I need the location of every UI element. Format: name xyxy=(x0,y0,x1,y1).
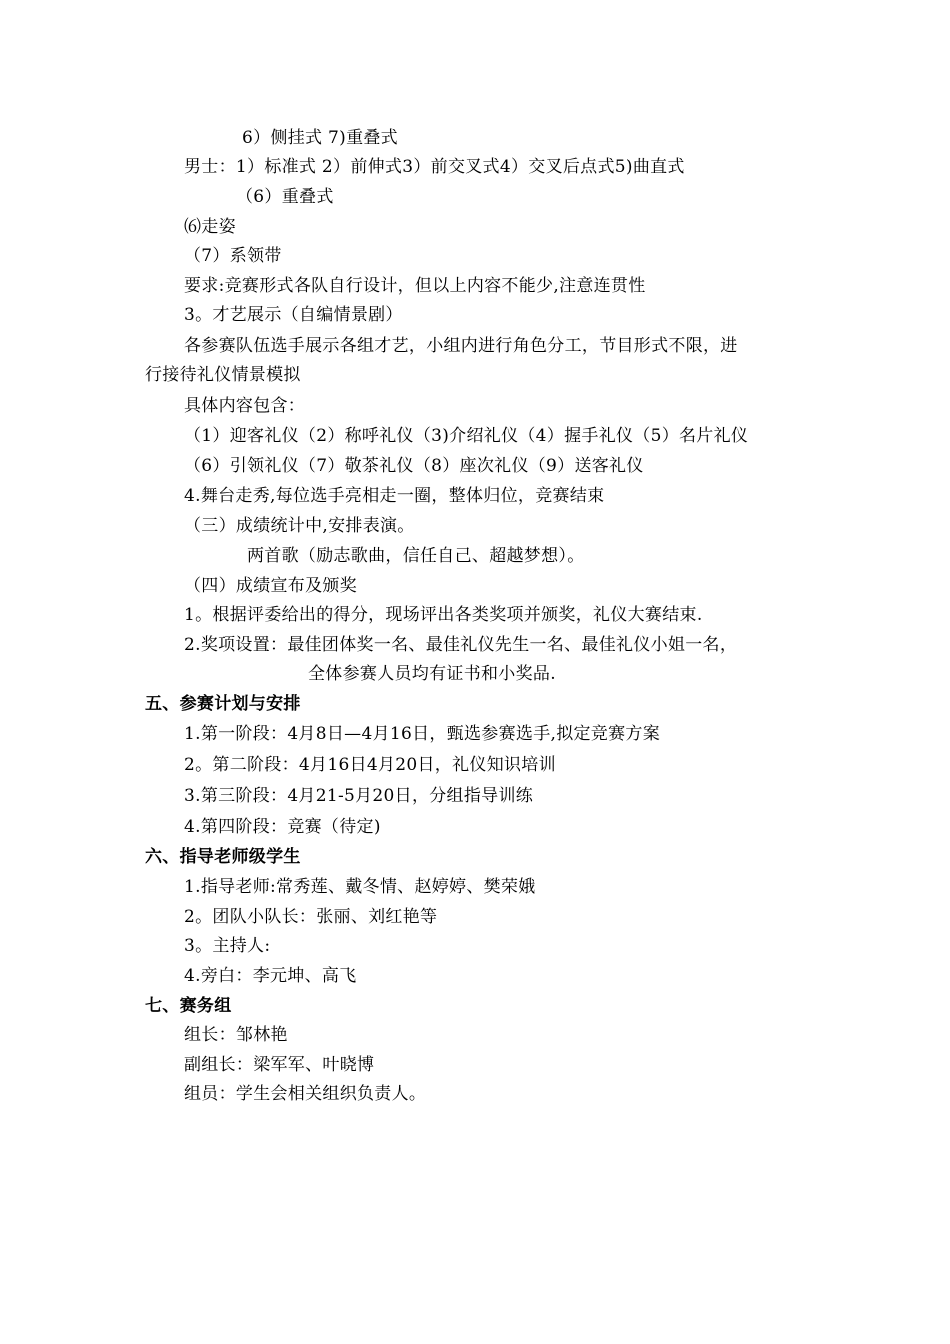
text-line: ⑹走姿 xyxy=(184,217,236,237)
text-line: 3.第三阶段：4月21-5月20日，分组指导训练 xyxy=(184,786,534,806)
section-heading: 六、指导老师级学生 xyxy=(145,847,301,867)
text-line: （四）成绩宣布及颁奖 xyxy=(184,576,357,596)
text-line: 2。团队小队长：张丽、刘红艳等 xyxy=(184,907,438,927)
text-line: 两首歌（励志歌曲，信任自己、超越梦想）。 xyxy=(247,546,585,566)
text-line: 1。根据评委给出的得分，现场评出各类奖项并颁奖，礼仪大赛结束. xyxy=(184,605,703,625)
text-line: 男士：1）标准式 2）前伸式3）前交叉式4）交叉后点式5)曲直式 xyxy=(184,157,685,177)
text-line: 4.旁白：李元坤、高飞 xyxy=(184,966,357,986)
text-line: 3。才艺展示（自编情景剧） xyxy=(184,305,403,325)
text-line: 具体内容包含： xyxy=(184,396,306,416)
section-heading: 七、赛务组 xyxy=(145,996,232,1016)
text-line: 组长：邹林艳 xyxy=(184,1025,288,1045)
text-line: 各参赛队伍选手展示各组才艺，小组内进行角色分工，节目形式不限，进 xyxy=(184,336,738,356)
text-line: 6）侧挂式 7)重叠式 xyxy=(242,128,398,148)
text-line: 4.舞台走秀,每位选手亮相走一圈，整体归位，竞赛结束 xyxy=(184,486,605,506)
text-line: 副组长：梁军军、叶晓博 xyxy=(184,1055,375,1075)
text-line: （6）引领礼仪（7）敬茶礼仪（8）座次礼仪（9）送客礼仪 xyxy=(184,456,644,476)
text-line: （6）重叠式 xyxy=(236,187,334,207)
text-line: 1.指导老师:常秀莲、戴冬情、赵婷婷、樊荣娥 xyxy=(184,877,536,897)
text-line: 组员：学生会相关组织负责人。 xyxy=(184,1084,427,1104)
section-heading: 五、参赛计划与安排 xyxy=(145,694,301,714)
text-line: 3。主持人: xyxy=(184,936,271,956)
text-line: 1.第一阶段：4月8日—4月16日，甄选参赛选手,拟定竞赛方案 xyxy=(184,724,661,744)
text-line: 2。第二阶段：4月16日4月20日，礼仪知识培训 xyxy=(184,755,556,775)
text-line: 全体参赛人员均有证书和小奖品. xyxy=(308,664,556,684)
text-line: （7）系领带 xyxy=(184,246,282,266)
text-line: 行接待礼仪情景模拟 xyxy=(145,365,301,385)
text-line: （三）成绩统计中,安排表演。 xyxy=(184,516,415,536)
text-line: 4.第四阶段：竞赛（待定) xyxy=(184,817,381,837)
text-line: （1）迎客礼仪（2）称呼礼仪（3)介绍礼仪（4）握手礼仪（5）名片礼仪 xyxy=(184,426,749,446)
text-line: 2.奖项设置：最佳团体奖一名、最佳礼仪先生一名、最佳礼仪小姐一名， xyxy=(184,635,738,655)
text-line: 要求:竞赛形式各队自行设计，但以上内容不能少,注意连贯性 xyxy=(184,276,646,296)
